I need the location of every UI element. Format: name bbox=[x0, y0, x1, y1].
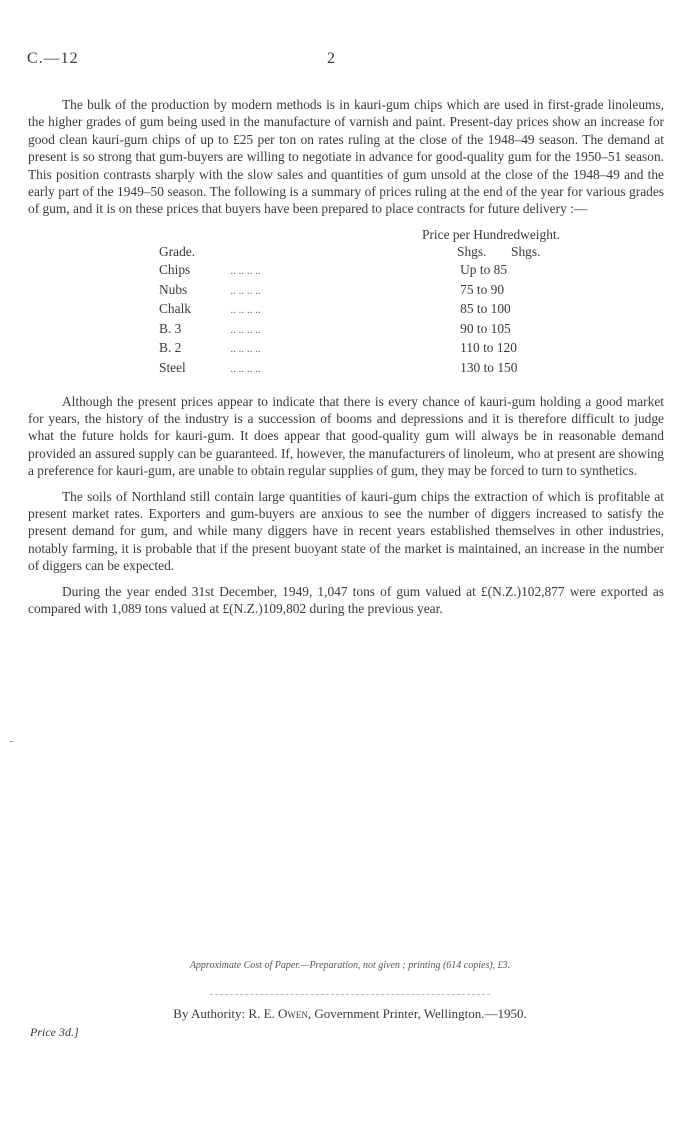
cost-note-text: Approximate Cost of Paper.—Preparation, not given ; printing (614 copies), £3. bbox=[189, 960, 511, 971]
table-row bbox=[159, 281, 579, 301]
body-text bbox=[28, 96, 664, 625]
price-range: 90 to 105 bbox=[460, 320, 511, 336]
unit-column-header-2: Shgs. bbox=[511, 244, 541, 260]
unit-column-header-1: Shgs. bbox=[457, 244, 487, 260]
table-row bbox=[159, 300, 579, 320]
table-row bbox=[159, 261, 579, 281]
dot-leader: .. .. .. .. bbox=[230, 363, 261, 375]
page-number: 2 bbox=[327, 50, 335, 67]
paragraph-northland: The soils of Northland still contain large quantities of kauri-gum chips the extraction of which is profitable at present market rates. Exporters and gum-buyers are anxious to see the number of diggers increased to satisfy the present demand for gum, and while many diggers have in recent years established themselves in other industries, notably farming, it is probable that if the present buoyant state of the market is maintained, an increase in the number of diggers can be expected. bbox=[28, 488, 664, 574]
printer-name: R. E. Owen, bbox=[248, 1006, 312, 1021]
price-range: 85 to 100 bbox=[460, 301, 511, 317]
printer-authority bbox=[0, 1006, 700, 1022]
price-table-title: Price per Hundredweight. bbox=[422, 226, 560, 242]
dot-leader: .. .. .. .. bbox=[230, 304, 261, 317]
grade-name: Chalk bbox=[159, 301, 191, 317]
price-range: Up to 85 bbox=[460, 262, 508, 278]
margin-mark bbox=[10, 741, 13, 742]
grade-name: Steel bbox=[159, 360, 186, 375]
footer-divider bbox=[210, 994, 490, 995]
dot-leader: .. .. .. .. bbox=[230, 323, 261, 336]
price-range: 75 to 90 bbox=[460, 281, 505, 297]
grade-name: Chips bbox=[159, 262, 191, 278]
price-note: Price 3d.] bbox=[30, 1025, 79, 1039]
grade-name: Nubs bbox=[159, 281, 188, 297]
dot-leader: .. .. .. .. bbox=[230, 343, 261, 356]
grade-name: B. 2 bbox=[159, 340, 182, 356]
authority-suffix: Government Printer, Wellington.—1950. bbox=[314, 1006, 527, 1021]
paragraph-outlook: Although the present prices appear to indicate that there is every chance of kauri-gum holding a good market for years, the history of the industry is a succession of booms and depressions and it is therefore difficult to judge what the future holds for kauri-gum. It does appear that good-quality gum will always be in reasonable demand provided an assured supply can be guaranteed. If, however, the manufacturers of linoleum, who at present are showing a preference for kauri-gum, are unable to obtain regular supplies of gum, they may be forced to turn to synthetics. bbox=[28, 393, 664, 479]
table-row bbox=[159, 359, 579, 379]
cost-note bbox=[0, 960, 700, 971]
paragraph-exports: During the year ended 31st December, 1949, 1,047 tons of gum valued at £(N.Z.)102,877 were exported as compared with 1,089 tons valued at £(N.Z.)109,802 during the previous year. bbox=[28, 583, 664, 617]
price-table-header bbox=[159, 243, 579, 261]
dot-leader: .. .. .. .. bbox=[230, 265, 261, 278]
table-row bbox=[159, 320, 579, 340]
paper-code: C.—12 bbox=[27, 50, 79, 67]
dot-leader: .. .. .. .. bbox=[230, 284, 261, 297]
price-range: 130 to 150 bbox=[460, 360, 518, 375]
grade-name: B. 3 bbox=[159, 320, 182, 336]
grade-column-header: Grade. bbox=[159, 244, 196, 260]
price-table bbox=[159, 226, 579, 379]
authority-prefix: By Authority: bbox=[173, 1006, 246, 1021]
paragraph-production: The bulk of the production by modern methods is in kauri-gum chips which are used in first-grade linoleums, the higher grades of gum being used in the manufacture of varnish and paint. Present-day prices show an increase for good clean kauri-gum chips of up to £25 per ton on rates ruling at the close of the 1948–49 season. The demand at present is so strong that gum-buyers are willing to negotiate in advance for good-quality gum for the 1950–51 season. This position contrasts sharply with the slow sales and quantities of gum unsold at the close of the 1948–49 and the early part of the 1949–50 season. The following is a summary of prices ruling at the end of the year for various grades of gum, and it is on these prices that buyers have been prepared to place contracts for future delivery :— bbox=[28, 97, 664, 217]
table-row bbox=[159, 339, 579, 359]
price-range: 110 to 120 bbox=[460, 340, 517, 356]
